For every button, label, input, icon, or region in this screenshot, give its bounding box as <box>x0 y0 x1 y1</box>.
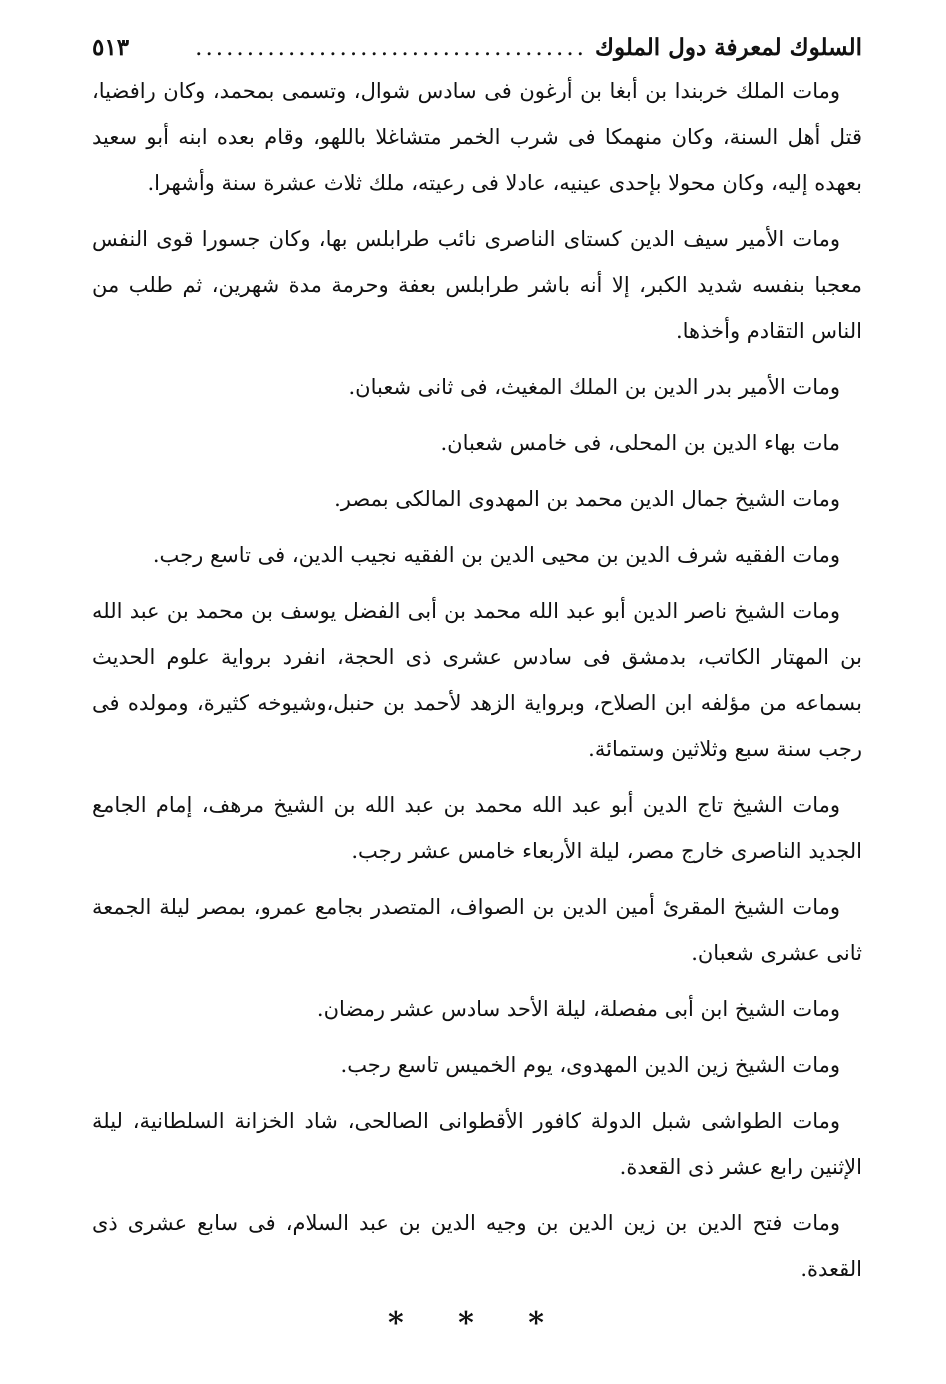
paragraph-death-taj-al-din: ومات الشيخ تاج الدين أبو عبد الله محمد بن عبد الله بن الشيخ مرهف، إمام الجامع الجديد الناصرى خارج مصر، ليلة الأربعاء خامس عشر رجب. <box>92 793 862 863</box>
document-page <box>92 28 862 1341</box>
page-number: ٥١٣ <box>92 34 130 61</box>
running-head <box>92 28 862 68</box>
paragraph-death-kharbanda: ومات الملك خربندا بن أبغا بن أرغون فى سادس شوال، وتسمى بمحمد، وكان رافضيا، قتل أهل السنة، وكان منهمكا فى شرب الخمر متشاغلا باللهو، وقام بعده ابنه أبو سعيد بعهده إليه، وكان محولا بإحدى عينيه، عادلا فى رعيته، ملك ثلاث عشرة سنة وأشهرا. <box>92 79 862 195</box>
paragraph-death-kafur: ومات الطواشى شبل الدولة كافور الأقطوانى الصالحى، شاد الخزانة السلطانية، ليلة الإثنين رابع عشر ذى القعدة. <box>92 1109 862 1179</box>
section-ornament: * * * <box>388 1306 566 1341</box>
body-text <box>92 68 862 1292</box>
paragraph-death-ibn-abi-mufsila: ومات الشيخ ابن أبى مفصلة، ليلة الأحد سادس عشر رمضان. <box>316 997 840 1021</box>
paragraph-death-nasir-al-din: ومات الشيخ ناصر الدين أبو عبد الله محمد بن أبى الفضل يوسف بن محمد بن عبد الله بن المهتار الكاتب، بدمشق فى سادس عشرى ذى الحجة، انفرد برواية علوم الحديث بسماعه من مؤلفه ابن الصلاح، وبرواية الزهد لأحمد بن حنبل،وشيوخه كثيرة، ومولده فى رجب سنة سبع وثلاثين وستمائة. <box>92 599 862 761</box>
dotted-leader: ...................................... <box>195 35 587 61</box>
paragraph-death-sharaf-al-din: ومات الفقيه شرف الدين بن محيى الدين بن الفقيه نجيب الدين، فى تاسع رجب. <box>152 543 840 567</box>
paragraph-death-fath-al-din: ومات فتح الدين بن زين الدين بن وجيه الدين بن عبد السلام، فى سابع عشرى ذى القعدة. <box>92 1211 862 1281</box>
paragraph-death-bahaa-al-din: مات بهاء الدين بن المحلى، فى خامس شعبان. <box>440 431 840 455</box>
paragraph-death-jamal-al-din: ومات الشيخ جمال الدين محمد بن المهدوى المالكى بمصر. <box>334 487 840 511</box>
paragraph-death-zayn-al-din: ومات الشيخ زين الدين المهدوى، يوم الخميس تاسع رجب. <box>340 1053 840 1077</box>
paragraph-death-badr-al-din: ومات الأمير بدر الدين بن الملك المغيث، فى ثانى شعبان. <box>348 375 840 399</box>
paragraph-death-kastay: ومات الأمير سيف الدين كستاى الناصرى نائب طرابلس بها، وكان جسورا قوى النفس معجبا بنفسه شديد الكبر، إلا أنه باشر طرابلس بعفة وحرمة مدة شهرين، ثم طلب من الناس التقادم وأخذها. <box>92 227 862 343</box>
paragraph-death-amin-al-din: ومات الشيخ المقرئ أمين الدين بن الصواف، المتصدر بجامع عمرو، بمصر ليلة الجمعة ثانى عشرى شعبان. <box>92 895 862 965</box>
book-title: السلوك لمعرفة دول الملوك <box>594 34 862 61</box>
